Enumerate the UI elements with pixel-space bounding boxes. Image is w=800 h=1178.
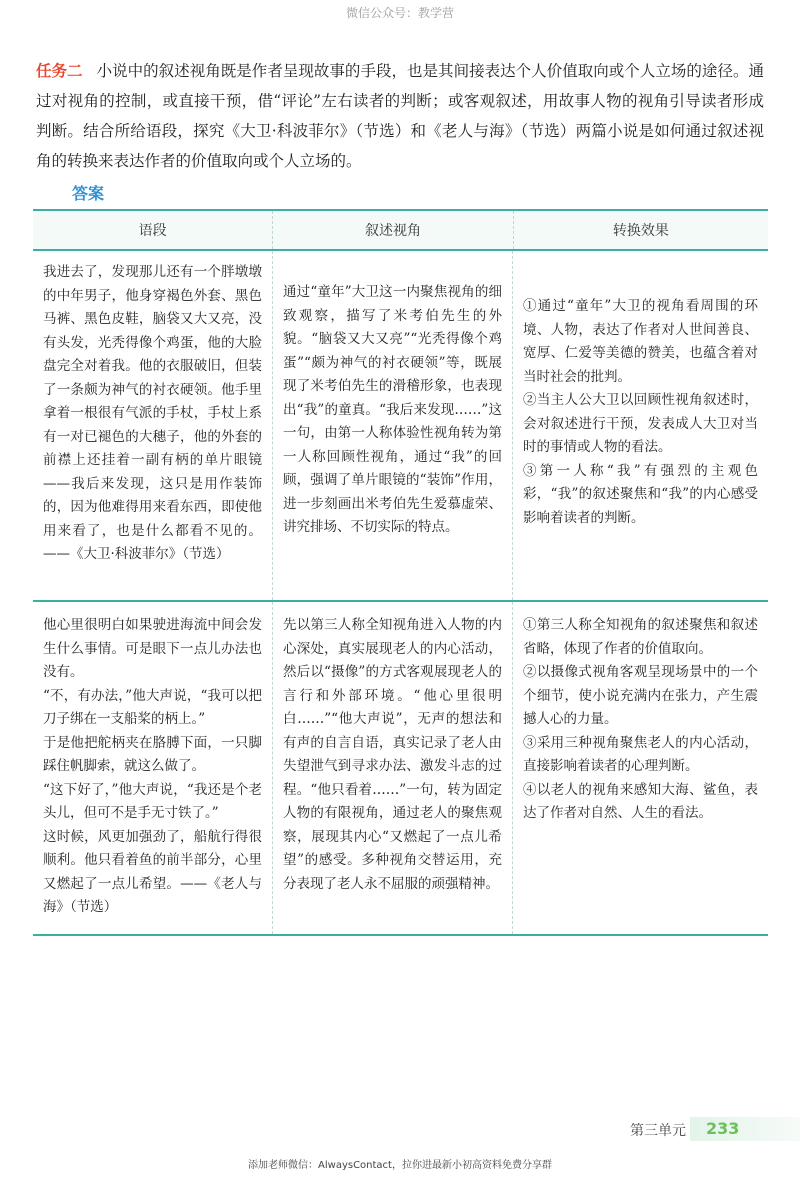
answer-label: 答案 (72, 184, 105, 203)
header-effect: 转换效果 (612, 223, 669, 239)
header-passage: 语段 (33, 211, 273, 249)
header-watermark-note: 微信公众号：教学营 (345, 6, 454, 20)
bottom-note: 添加老师微信：AlwaysContact，拉你进最新小初高资料免费分享群 (248, 1160, 552, 1171)
effect-cell: ①第三人称全知视角的叙述聚焦和叙述省略，体现了作者的价值取向。 ②以摄像式视角客观呈现场景中的一个个细节，使小说充满内在张力，产生震撼人心的力量。 ③采用三种视角聚焦老人的内心活动，直接影响着读者的心理判断。 ④以老人的视角来感知大海、鲨鱼，表达了作者对自然、人生的看法。 (523, 617, 758, 821)
page-number: 233 (706, 1119, 740, 1138)
answer-table (33, 209, 768, 936)
perspective-cell: 通过“童年”大卫这一内聚焦视角的细致观察，描写了米考伯先生的外貌。“脑袋又大又亮”“光秃得像个鸡蛋”“颇为神气的衬衣硬领”等，既展现了米考伯先生的滑稽形象，也表现出“我”的童真。“我后来发现……”这一句，由第一人称体验性视角转为第一人称回顾性视角，通过“我”的回顾，强调了单片眼镜的“装饰”作用，进一步刻画出米考伯先生爱慕虚荣、讲究排场、不切实际的特点。 (273, 251, 513, 600)
task-text: 小说中的叙述视角既是作者呈现故事的手段，也是其间接表达个人价值取向或个人立场的途径。通过对视角的控制，或直接干预，借“评论”左右读者的判断；或客观叙述，用故事人物的视角引导读者形成判断。结合所给语段，探究《大卫·科波菲尔》（节选）和《老人与海》（节选）两篇小说是如何通过叙述视角的转换来表达作者的价值取向或个人立场的。 (36, 62, 764, 170)
header-perspective: 叙述视角 (273, 211, 513, 249)
table-row (33, 602, 768, 936)
task-label: 任务二 (36, 62, 83, 80)
perspective-cell: 先以第三人称全知视角进入人物的内心深处，真实展现老人的内心活动，然后以“摄像”的方式客观展现老人的言行和外部环境。“他心里很明白……”“他大声说”，无声的想法和有声的自言自语，真实记录了老人由失望泄气到寻求办法、激发斗志的过程。“他只看着……”一句，转为固定人物的有限视角，通过老人的聚焦观察，展现其内心“又燃起了一点儿希望”的感受。多种视角交替运用，充分表现了老人永不屈服的顽强精神。 (273, 602, 513, 934)
passage-cell: 他心里很明白如果驶进海流中间会发生什么事情。可是眼下一点儿办法也没有。 “不，有办法，”他大声说，“我可以把刀子绑在一支船桨的柄上。” 于是他把舵柄夹在胳膊下面，一只脚踩住帆脚索，就这么做了。 “这下好了，”他大声说，“我还是个老头儿，但可不是手无寸铁了。” 这时候，风更加强劲了，船航行得很顺利。他只看着鱼的前半部分，心里又燃起了一点儿希望。——《老人与海》（节选） (33, 602, 273, 934)
table-header (33, 209, 768, 251)
unit-label: 第三单元 (630, 1123, 686, 1139)
effect-cell: ①通过“童年”大卫的视角看周围的环境、人物，表达了作者对人世间善良、宽厚、仁爱等美德的赞美，也蕴含着对当时社会的批判。 ②当主人公大卫以回顾性视角叙述时，会对叙述进行干预，发表成人大卫对当时的事情或人物的看法。 ③第一人称“我”有强烈的主观色彩，“我”的叙述聚焦和“我”的内心感受影响着读者的判断。 (523, 298, 758, 526)
passage-cell: 我进去了，发现那儿还有一个胖墩墩的中年男子，他身穿褐色外套、黑色马裤、黑色皮鞋，脑袋又大又亮，没有头发，光秃得像个鸡蛋，他的大脸盘完全对着我。他的衣服破旧，但装了一条颇为神气的衬衣硬领。他手里拿着一根很有气派的手杖，手杖上系有一对已褪色的大穗子，他的外套的前襟上还挂着一副有柄的单片眼镜——我后来发现，这只是用作装饰的，因为他难得用来看东西，即使他用来看了，也是什么都看不见的。——《大卫·科波菲尔》（节选） (33, 251, 273, 600)
table-row (33, 251, 768, 602)
task-prompt (36, 56, 764, 176)
